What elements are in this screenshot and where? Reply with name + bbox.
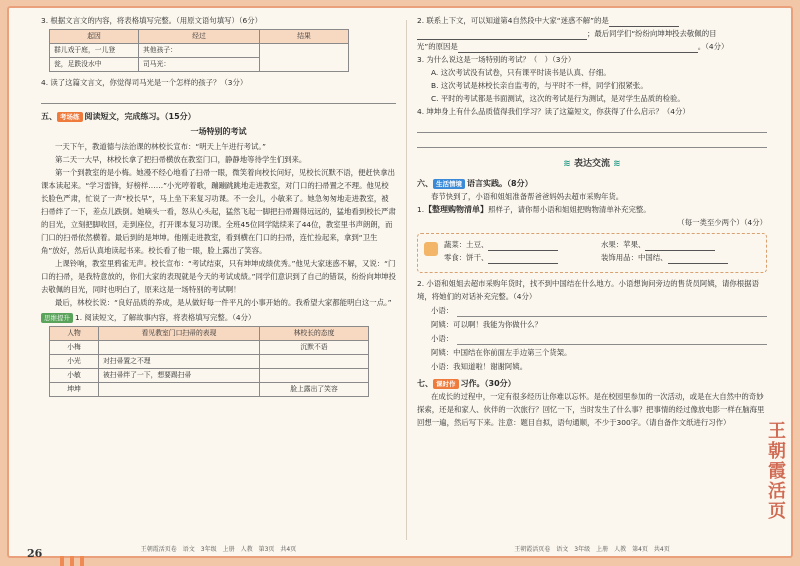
- table-cell[interactable]: [260, 355, 369, 369]
- dialog-line: [417, 360, 767, 373]
- option-a[interactable]: A. 这次考试没有试卷，只有课平时读书是认真、仔细。: [431, 68, 611, 77]
- question-2-right-end: [417, 40, 767, 53]
- task-1: [417, 203, 767, 216]
- table-cell: 对扫帚置之不理: [99, 355, 260, 369]
- question-2-right-cont: [417, 27, 767, 40]
- section-banner: [417, 158, 767, 171]
- answer-line[interactable]: [417, 135, 767, 148]
- option-c[interactable]: C. 平时的考试都是书面测试，这次的考试是行为测试，是对学生品质的检验。: [431, 94, 685, 103]
- table-cell: 小梅: [50, 341, 99, 355]
- decorative-stroke: [80, 556, 84, 566]
- table-header: 起因: [50, 30, 139, 44]
- section-tag: 考场练: [57, 112, 83, 122]
- page-number: 26: [27, 547, 43, 560]
- answer-blank[interactable]: [609, 17, 679, 27]
- table-header: 经过: [139, 30, 260, 44]
- table-header: 结果: [260, 30, 349, 44]
- dialog-line: [417, 304, 767, 317]
- answer-line[interactable]: [417, 120, 767, 133]
- table-cell: 小敏: [50, 369, 99, 383]
- table-row: [50, 341, 369, 355]
- question-2-right: [417, 14, 767, 27]
- question-text: 光”的原因是: [417, 42, 458, 51]
- question-1-left: [41, 311, 396, 324]
- task-note: （每一类至少两个）（4分）: [677, 218, 767, 227]
- table-header: 林校长的态度: [260, 327, 369, 341]
- section-heading: 阅读短文，完成练习。（15分）: [84, 112, 196, 121]
- task-text: 照样子，请你帮小语和姐姐把购物清单补充完整。: [488, 205, 651, 214]
- list-item: 零食：饼干、: [444, 253, 489, 262]
- answer-blank[interactable]: [488, 241, 558, 251]
- section-tag: 生活情境: [433, 179, 465, 189]
- question-text: 。（4分）: [697, 42, 729, 51]
- question-4-right: 4. 坤坤身上有什么品质值得我们学习？读了这篇短文，你获得了什么启示？（4分）: [417, 107, 690, 116]
- section-heading: 语言实践。（8分）: [467, 179, 533, 188]
- wave-icon: ≋: [563, 159, 571, 169]
- brand-watermark: 王朝霞活页: [768, 421, 786, 522]
- section-6-title: [417, 177, 767, 190]
- list-item: 蔬菜：土豆、: [444, 240, 489, 249]
- shopping-bag-icon: [424, 242, 438, 256]
- list-item: 水果：苹果、: [601, 240, 646, 249]
- answer-blank[interactable]: [668, 254, 728, 264]
- table-cell: 坤坤: [50, 383, 99, 397]
- section-number: 五、: [41, 112, 57, 121]
- paragraph: 上课铃响，教室里鸦雀无声。校长宣布：“考试结束，只有坤坤成绩优秀。”他见大家迷惑不解，又说：“门口的扫帚，是我特意放的，你们大家的表现就是今天的考试成绩。”同学们意识到了自己的错误，纷纷向坤坤投去敬佩的目光，同时也明白了，原来这是一场特别的考试啊！: [41, 259, 396, 294]
- answer-line[interactable]: [41, 91, 396, 104]
- section-number: 七、: [417, 379, 433, 388]
- page-footer: 王朝霞活页卷 语文 3年级 上册 人教 第3页 共4页: [140, 546, 297, 553]
- table-cell: 被扫帚绊了一下，想要踢扫帚: [99, 369, 260, 383]
- table-cell[interactable]: [260, 44, 349, 72]
- question-4-left: 4. 读了这篇文言文，你觉得司马光是一个怎样的孩子？（3分）: [41, 78, 248, 87]
- answer-blank[interactable]: [645, 241, 715, 251]
- section-5-title: [41, 110, 396, 123]
- banner-title: 表达交流: [573, 159, 610, 169]
- section-tag: 思维提升: [41, 313, 73, 323]
- dialog-text: 小语：我知道啦！谢谢阿姨。: [431, 362, 528, 371]
- page-footer: 王朝霞活页卷 语文 3年级 上册 人教 第4页 共4页: [514, 546, 670, 553]
- dialog-text: 阿姨：可以啊！我能为你做什么？: [431, 320, 542, 329]
- answer-line[interactable]: [457, 305, 767, 317]
- table-cell: 其他孩子：: [139, 44, 260, 58]
- table-row: [50, 355, 369, 369]
- answer-line[interactable]: [457, 333, 767, 345]
- right-page: [417, 14, 767, 553]
- question-text: 2. 联系上下文，可以知道第4自然段中大家“迷惑不解”的是: [417, 16, 609, 25]
- worksheet-sheet: [7, 6, 793, 558]
- dialog-line: [417, 346, 767, 359]
- answer-blank[interactable]: [417, 30, 587, 40]
- task-number: 1.: [417, 205, 425, 214]
- dialog-line: [417, 332, 767, 345]
- story-table: [49, 29, 349, 72]
- decorative-stroke: [60, 556, 64, 566]
- section-number: 六、: [417, 179, 433, 188]
- table-cell[interactable]: [260, 369, 369, 383]
- page-divider: [406, 20, 407, 540]
- decorative-stroke: [70, 556, 74, 566]
- option-b[interactable]: B. 这次考试是林校长亲自监考的，与平时不一样，同学们很紧张。: [431, 81, 648, 90]
- paragraph: 第一个到教室的是小梅。她漫不经心地看了扫帚一眼，微笑着向校长问好，见校长沉默不语，便赶快拿出课本读起来。“学习雷锋，好榜样……”小光哼着歌，蹦蹦跳跳地走进教室，对门口的扫帚置之不理。他见校长脸色严肃，忙说了一声“校长早”，马上坐下来复习功课。不一会儿，小敏来了。她急匆匆地走进教室，被扫帚绊了一下，差点儿跌倒。她嘀头一看，怒从心头起，猛然飞起一脚把扫帚踢得远远的，猛地看到校长严肃的目光，立刻把脚收回，走到座位，打开课本复习功课。全班45位同学陆续来了44位，教室里书声朗朗，而门口的扫帚依然横着。最后到的是坤坤。他刚走进教室，看到横在门口的扫帚，连忙捡起来，拿到“卫生角”放好，然后认真地读起书来。校长看了他一眼，脸上露出了笑容。: [41, 168, 396, 255]
- question-3-left: 3. 根据文言文的内容，将表格填写完整。（用原文语句填写）（6分）: [41, 16, 263, 25]
- table-cell: 瓮，足跌没水中: [50, 58, 139, 72]
- paragraph: 第二天一大早，林校长拿了把扫帚横放在教室门口，静静地等待学生们到来。: [55, 155, 307, 164]
- table-header: 人物: [50, 327, 99, 341]
- character-table: [49, 326, 369, 397]
- table-cell: 群儿戏于庭，一儿登: [50, 44, 139, 58]
- question-text: 1. 阅读短文，了解故事内容，将表格填写完整。（4分）: [75, 313, 256, 322]
- paragraph: 一天下午，教道德与法治课的林校长宣布：“明天上午进行考试。”: [55, 142, 266, 151]
- answer-blank[interactable]: [488, 254, 558, 264]
- table-row: [50, 383, 369, 397]
- dialog-text: 阿姨：中国结在你前面左手边第三个货架。: [431, 348, 572, 357]
- task-2: 2. 小语和姐姐去超市采购年货时，找不到中国结在什么地方。小语想询问旁边的售货员阿姨，请你根据语境，将她们的对话补充完整。（4分）: [417, 279, 759, 301]
- question-text: ；最后同学们“纷纷向坤坤投去敬佩的目: [587, 29, 717, 38]
- list-item: 装饰用品：中国结、: [601, 253, 668, 262]
- section-heading: 习作。（30分）: [460, 379, 516, 388]
- question-3-right: 3. 为什么说这是一场特别的考试？（ ）（3分）: [417, 55, 576, 64]
- shopping-list: [417, 233, 767, 273]
- story-title: 一场特别的考试: [190, 127, 247, 136]
- table-cell[interactable]: [99, 383, 260, 397]
- intro-text: 春节快到了，小语和姐姐准备帮爸爸妈妈去超市采购年货。: [431, 192, 624, 201]
- dialog-speaker: 小语：: [431, 334, 454, 343]
- table-cell[interactable]: [99, 341, 260, 355]
- left-page: [27, 14, 396, 560]
- dialog-line: [417, 318, 767, 331]
- table-cell: 脸上露出了笑容: [260, 383, 369, 397]
- wave-icon: ≋: [613, 159, 621, 169]
- paragraph: 最后，林校长说：“良好品质的养成，是从做好每一件平凡的小事开始的。我希望大家都能明白这一点。”: [55, 298, 392, 307]
- essay-prompt: 在成长的过程中，一定有很多经历让你难以忘怀。是在校园里参加的一次活动，或是在大自然中的奇妙探索，还是和家人、伙伴的一次旅行？回忆一下，当时发生了什么事？把事情的经过像放电影一样在脑海里回想一遍，然后写下来。注意：题目自拟，语句通顺，不少于300字。（请自备作文纸进行习作）: [417, 392, 765, 427]
- dialog-speaker: 小语：: [431, 306, 454, 315]
- table-header: 看见教室门口扫帚的表现: [99, 327, 260, 341]
- table-cell: 司马光：: [139, 58, 260, 72]
- table-cell: 小光: [50, 355, 99, 369]
- task-heading: 【整理购物清单】: [424, 205, 489, 214]
- section-7-title: [417, 377, 767, 390]
- table-row: [50, 369, 369, 383]
- answer-blank[interactable]: [458, 43, 698, 53]
- table-cell: 沉默不语: [260, 341, 369, 355]
- section-tag: 课时作: [433, 379, 459, 389]
